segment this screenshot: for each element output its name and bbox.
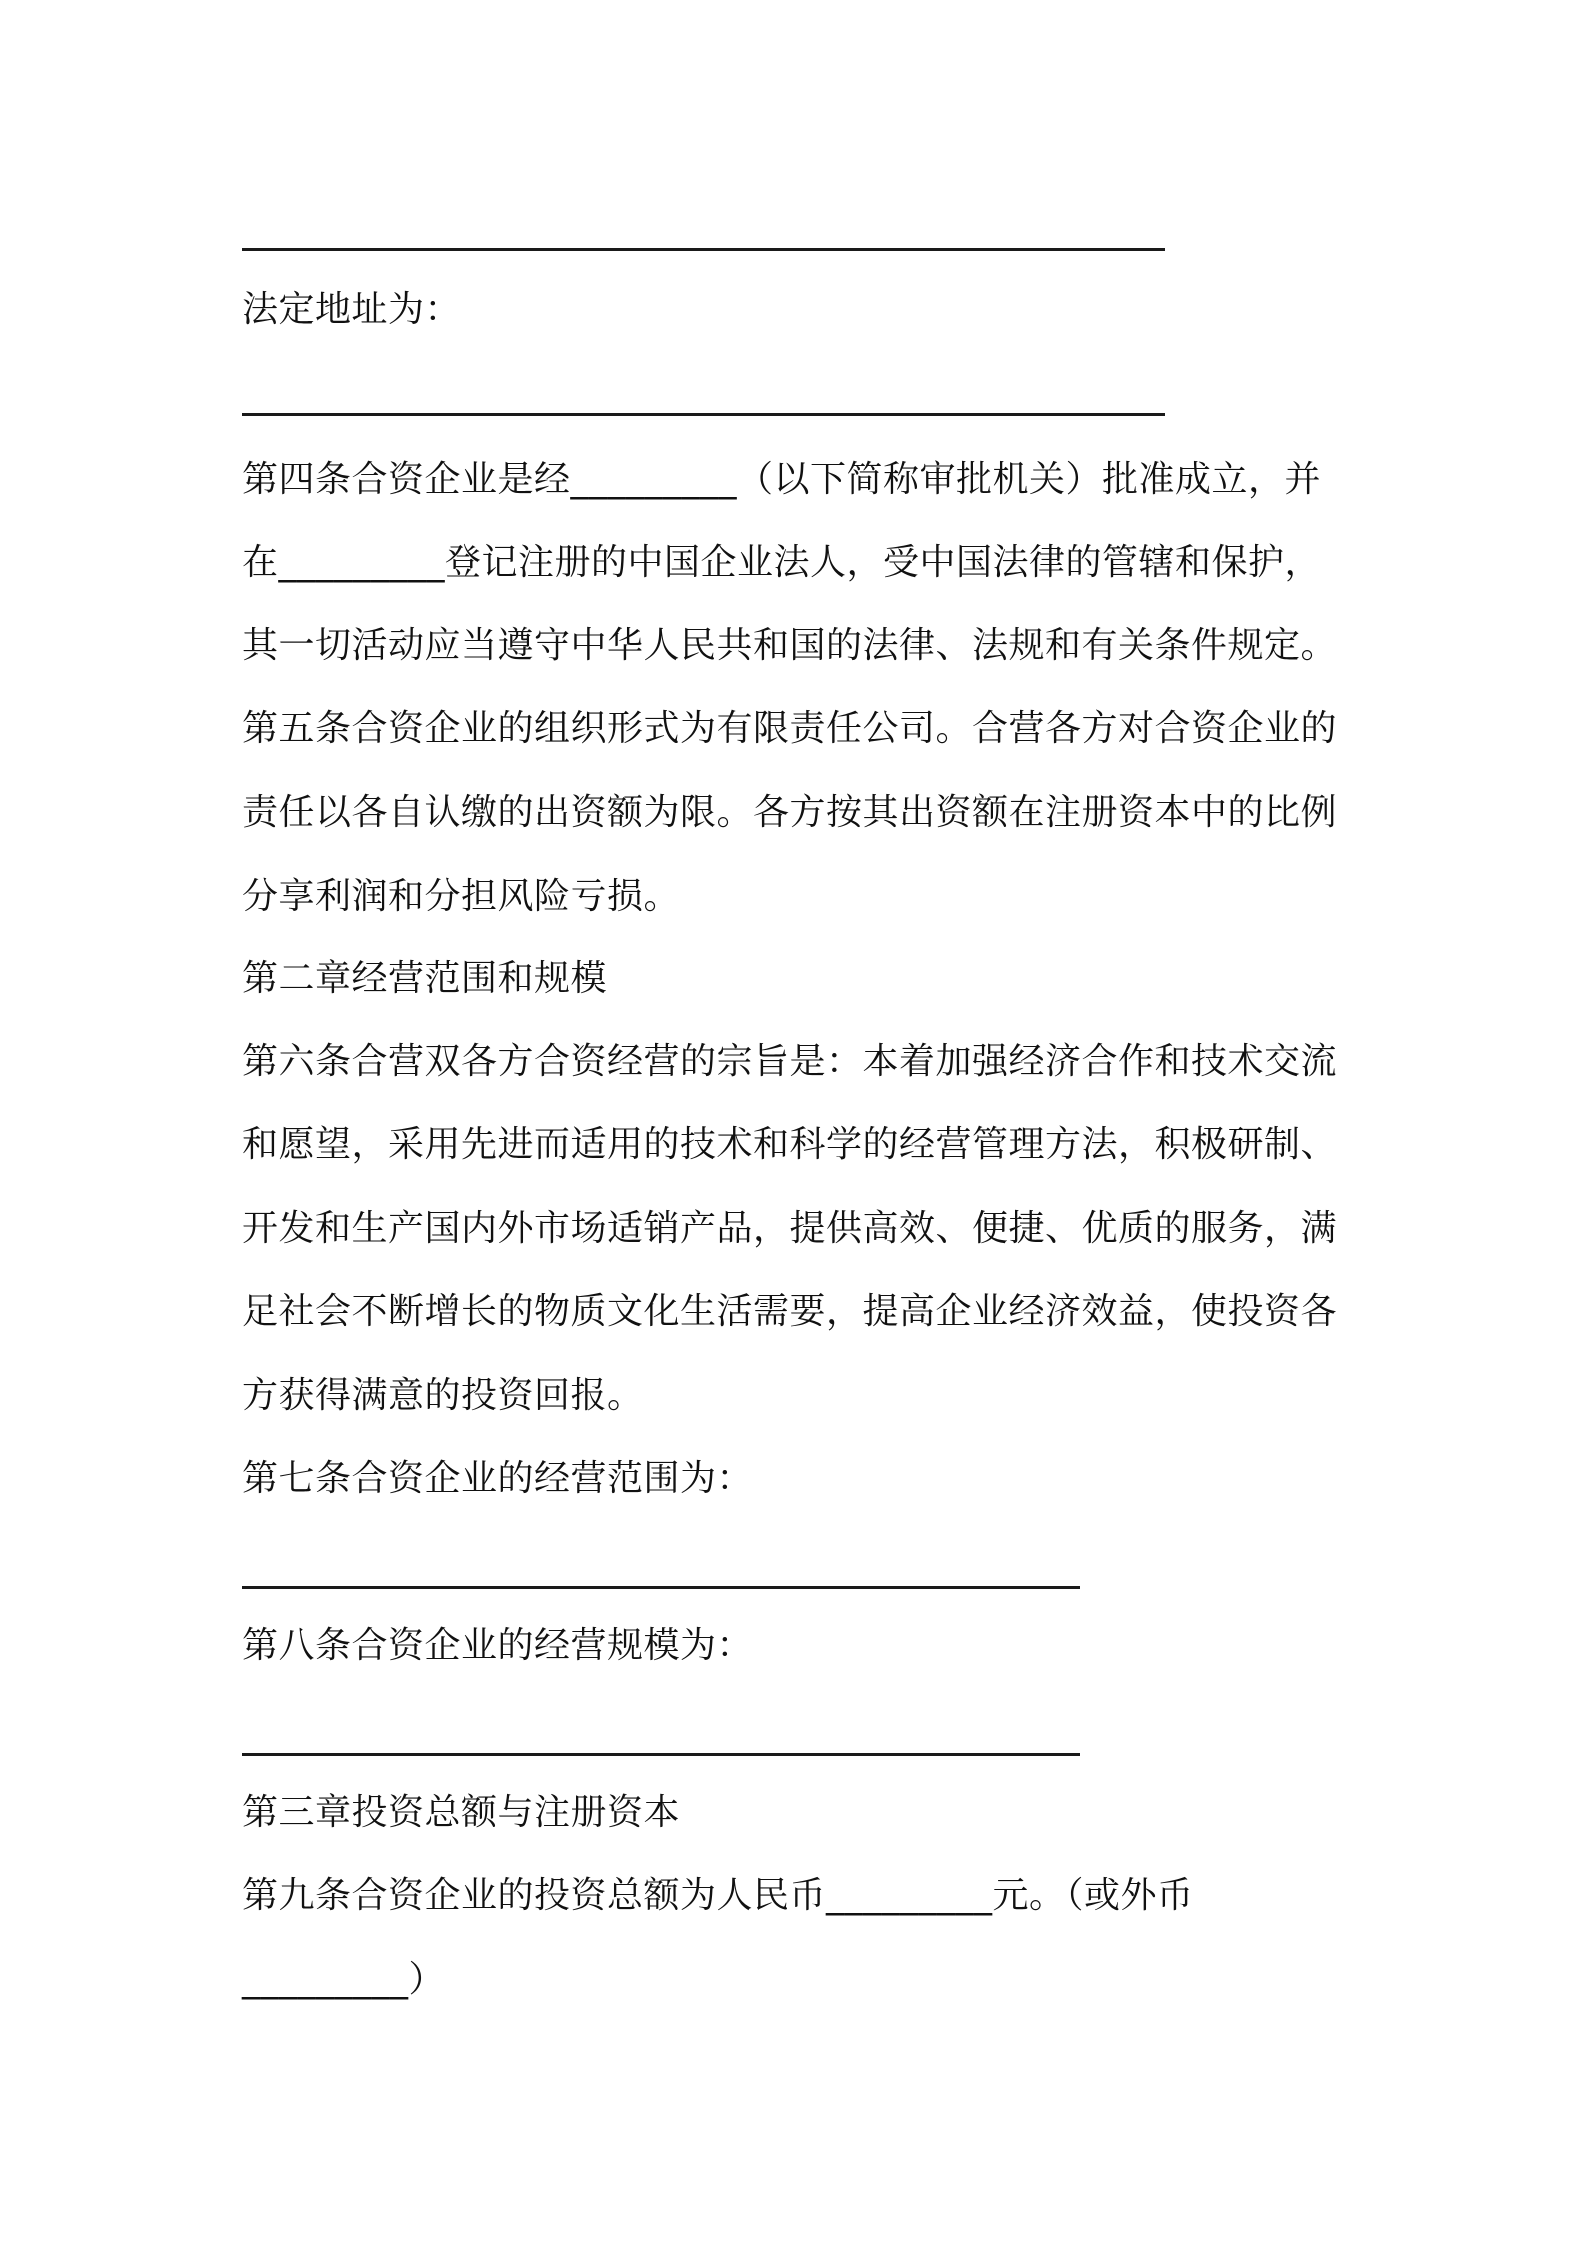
blank-line-2 [242,413,1165,416]
article-5-line-2: 责任以各自认缴的出资额为限。各方按其出资额在注册资本中的比例 [242,792,1338,833]
article-7: 第七条合资企业的经营范围为： [242,1458,754,1499]
article-8: 第八条合资企业的经营规模为： [242,1625,754,1666]
chapter-2-title: 第二章经营范围和规模 [242,958,608,999]
legal-address-label: 法定地址为： [242,289,462,330]
article-6-line-2: 和愿望，采用先进而适用的技术和科学的经营管理方法，积极研制、 [242,1124,1338,1165]
article-6-line-3: 开发和生产国内外市场适销产品，提供高效、便捷、优质的服务，满 [242,1208,1338,1249]
blank-line-4 [242,1753,1080,1756]
article-6-line-4: 足社会不断增长的物质文化生活需要，提高企业经济效益，使投资各 [242,1291,1338,1332]
chapter-3-title: 第三章投资总额与注册资本 [242,1792,681,1833]
article-4-line-3: 其一切活动应当遵守中华人民共和国的法律、法规和有关条件规定。 [242,625,1338,666]
article-5-line-3: 分享利润和分担风险亏损。 [242,876,681,917]
article-4-line-2: 在_________登记注册的中国企业法人，受中国法律的管辖和保护， [242,542,1322,583]
article-6-line-1: 第六条合营双各方合资经营的宗旨是：本着加强经济合作和技术交流 [242,1041,1338,1082]
article-6-line-5: 方获得满意的投资回报。 [242,1375,644,1416]
blank-line-1 [242,248,1165,251]
article-9-line-2: _________） [242,1959,446,2000]
blank-line-3 [242,1586,1080,1589]
article-4-line-1: 第四条合资企业是经_________（以下简称审批机关）批准成立，并 [242,459,1322,500]
article-9-line-1: 第九条合资企业的投资总额为人民币_________元。（或外币 [242,1875,1194,1916]
article-5-line-1: 第五条合资企业的组织形式为有限责任公司。合营各方对合资企业的 [242,708,1338,749]
